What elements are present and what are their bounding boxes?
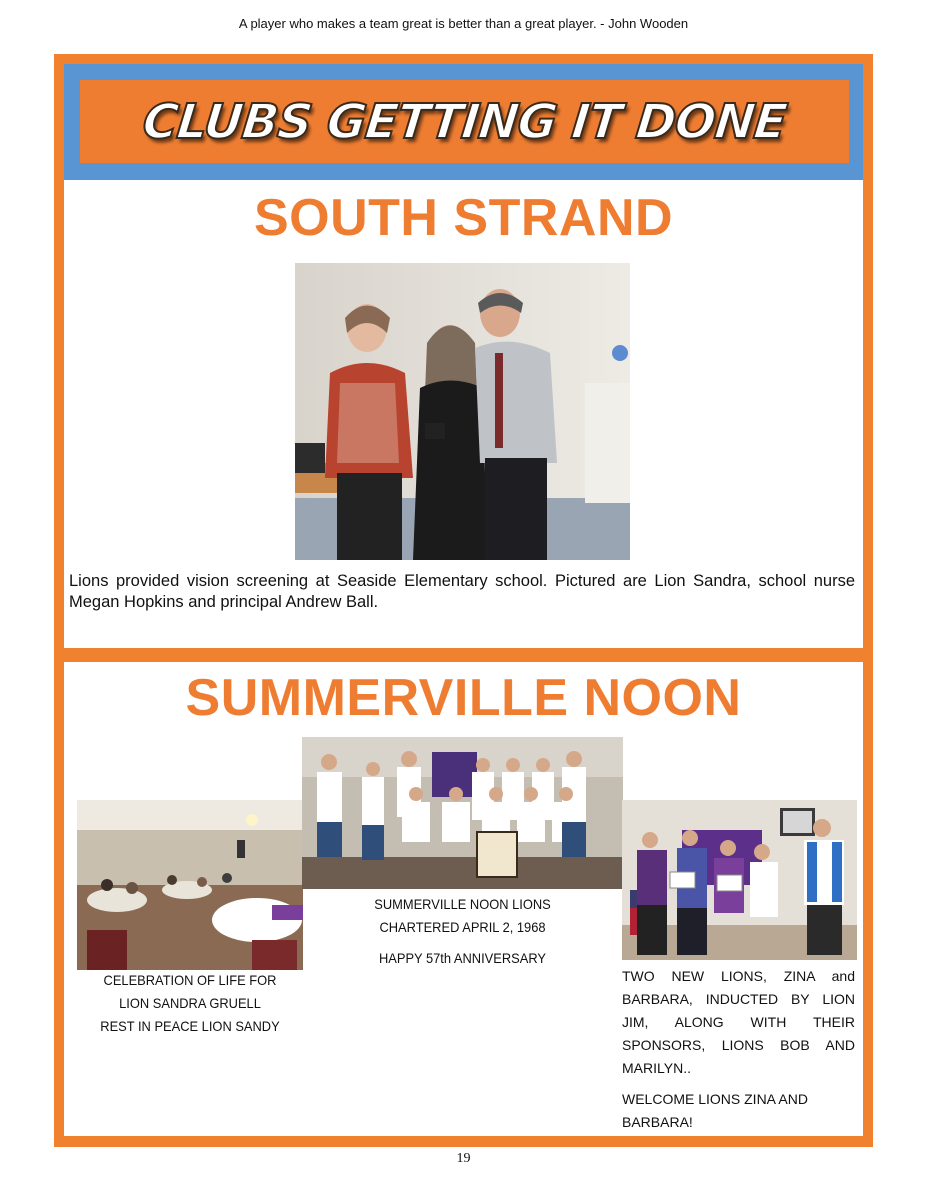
page-number: 19 [456,1151,471,1166]
vision-screening-photo [295,263,630,560]
south-strand-title: SOUTH STRAND [253,189,674,247]
celebration-caption-line: REST IN PEACE LION SANDY [100,1018,280,1034]
anniversary-caption-line: CHARTERED APRIL 2, 1968 [379,919,546,935]
anniversary-caption [315,893,610,970]
anniversary-group-photo [302,737,623,889]
induction-welcome-text: WELCOME LIONS ZINA AND BARBARA! [622,1091,808,1130]
induction-photo [622,800,857,960]
page-quote: A player who makes a team great is better than a great player. - John Wooden [238,16,689,31]
banner-title: CLUBS GETTING IT DONE [140,93,789,150]
south-strand-caption: Lions provided vision screening at Seaside Elementary school. Pictured are Lion Sandra, school nurse Megan Hopkins and principal Andrew Ball. [69,572,855,611]
anniversary-caption-line: HAPPY 57th ANNIVERSARY [378,950,547,966]
summerville-title: SUMMERVILLE NOON [185,669,742,727]
celebration-caption [86,969,294,1038]
induction-caption-text: TWO NEW LIONS, ZINA and BARBARA, INDUCTED BY LION JIM, ALONG WITH THEIR SPONSORS, LIONS BOB AND MARILYN.. [622,968,855,1076]
induction-caption [622,965,855,1134]
celebration-caption-line: LION SANDRA GRUELL [119,995,261,1011]
celebration-photo [77,800,303,970]
celebration-caption-line: CELEBRATION OF LIFE FOR [103,972,277,988]
anniversary-caption-line: SUMMERVILLE NOON LIONS [374,896,551,912]
